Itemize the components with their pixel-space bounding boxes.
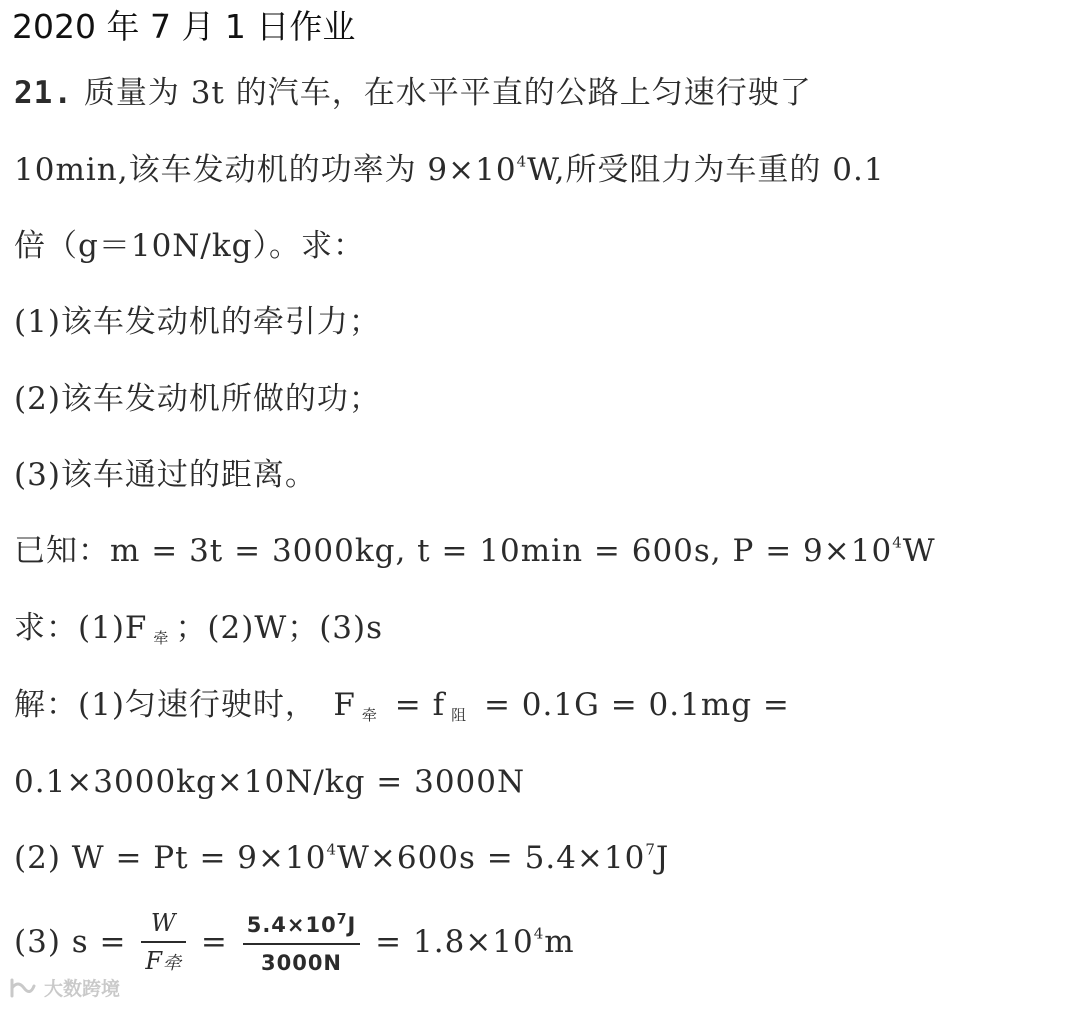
solution-line-4 (14, 902, 575, 982)
problem-text-2b: W,所受阻力为车重的 0.1 (527, 152, 885, 188)
given-line (14, 528, 936, 574)
solution-text-3a: (3) s = (14, 924, 138, 960)
problem-text-1: 质量为 3t 的汽车，在水平平直的公路上匀速行驶了 (73, 75, 812, 111)
equals-sign: = (190, 924, 239, 960)
fraction-numerator: W (141, 905, 186, 943)
exponent: 4 (326, 840, 338, 859)
solution-line-1 (14, 682, 790, 728)
fraction-work-over-force (243, 907, 361, 981)
solution-line-2: 0.1×3000kg×10N/kg = 3000N (14, 764, 526, 800)
denominator-symbol: F (145, 947, 164, 975)
find-text-a: 求：(1)F (14, 610, 148, 646)
subscript: 牵 (163, 953, 183, 974)
question-number: 21. (14, 75, 73, 111)
given-unit: W (902, 533, 936, 569)
solution-result-unit: m (544, 924, 575, 960)
problem-line-1 (14, 70, 812, 116)
exponent: 4 (533, 924, 545, 943)
problem-line-2 (14, 147, 885, 193)
solution-text-2c: J (655, 840, 670, 876)
exponent: 4 (516, 152, 528, 171)
given-text: 已知：m = 3t = 3000kg, t = 10min = 600s, P = 9×10 (14, 533, 893, 569)
solution-text-1a: 解：(1)匀速行驶时， F (14, 687, 356, 723)
exponent: 4 (892, 533, 903, 552)
subscript: 牵 (153, 628, 170, 647)
numerator-value: 5.4×10 (246, 912, 337, 937)
solution-text-1c: = 0.1G = 0.1mg = (473, 687, 790, 723)
watermark-text: 大数跨境 (44, 978, 121, 1000)
solution-text-1b: = f (383, 687, 446, 723)
numerator-unit: J (347, 912, 357, 937)
problem-line-3: 倍（g＝10N/kg）。求： (14, 228, 365, 264)
subscript: 阻 (451, 705, 468, 724)
find-line (14, 605, 383, 651)
fraction-w-over-f (141, 905, 186, 982)
find-text-b: ；(2)W；(3)s (175, 610, 384, 646)
solution-line-3 (14, 835, 669, 881)
solution-text-2a: (2) W = Pt = 9×10 (14, 840, 327, 876)
fraction-denominator (141, 943, 186, 982)
problem-text-2a: 10min,该车发动机的功率为 9×10 (14, 152, 517, 188)
subscript: 牵 (361, 705, 378, 724)
fraction-numerator (243, 907, 361, 945)
page-title: 2020 年 7 月 1 日作业 (12, 7, 356, 46)
question-1: (1)该车发动机的牵引力； (14, 304, 381, 340)
watermark-logo-icon (8, 976, 38, 1000)
exponent: 7 (645, 840, 656, 859)
question-3: (3)该车通过的距离。 (14, 457, 317, 493)
watermark (8, 974, 120, 1001)
solution-text-2b: W×600s = 5.4×10 (337, 840, 646, 876)
question-2: (2)该车发动机所做的功； (14, 381, 381, 417)
fraction-denominator: 3000N (260, 950, 343, 975)
exponent: 7 (336, 911, 348, 928)
solution-result: = 1.8×10 (364, 924, 534, 960)
